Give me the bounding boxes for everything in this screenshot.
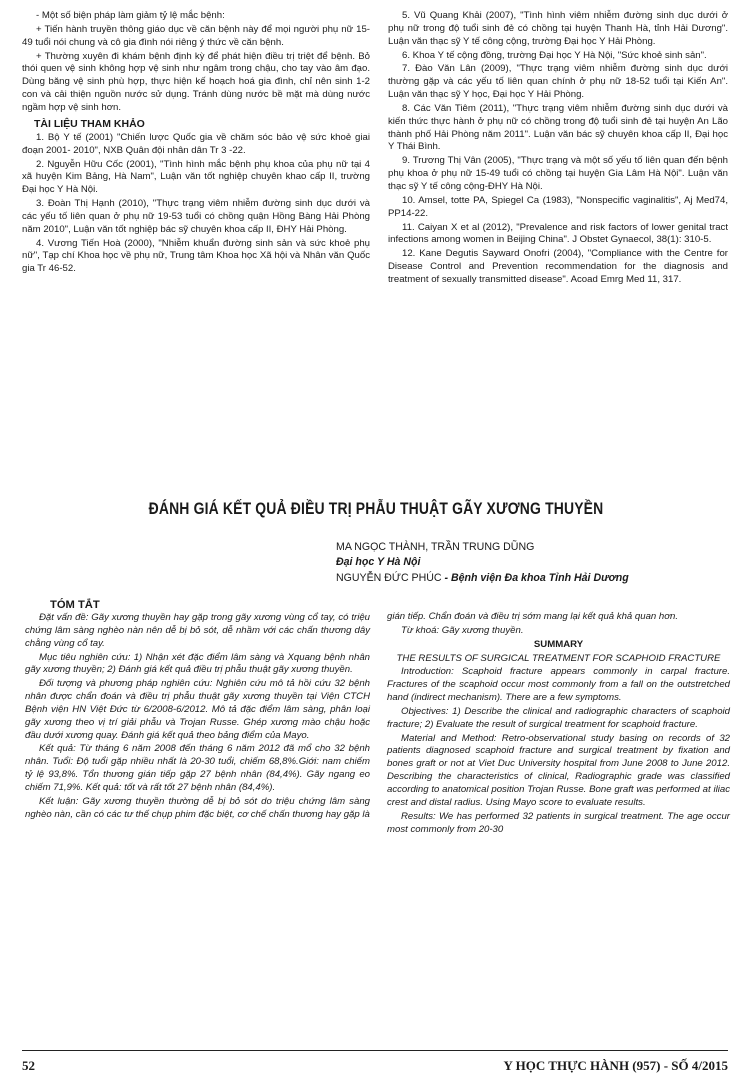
abstract-paragraph: Material and Method: Retro-observational study basing on records of 32 patients diagnosed scaphoid fracture and surgical treatment by fixation and bones graft or not at Viet Duc University hospital from June 2008 to June 2012. Describing the characteristics of clinical, Radiographic grade was classified according to anatomical position Trojan Russe. Bone graft was performed at iliac crest and distal radius. Using Mayo score to evaluate results.: [387, 732, 730, 808]
abstract-paragraph: Kết luận: Gãy xương thuyền thường dễ bị bỏ sót do triệu chứng lâm sàng nghèo nàn, cần có các tư thế chụp phim đặc biệt, cơ chế chấn thương hay gặp là: [25, 795, 370, 820]
reference-item: 3. Đoàn Thị Hạnh (2010), "Thực trạng viêm nhiễm đường sinh dục dưới và các yếu tố liên quan ở phụ nữ 19-53 tuổi có chồng quận Hồng Bàng Hải Phòng năm 2010", Luận văn tốt nghiệp bác sỹ chuyên khoa cấp II, ĐHY Hải Phòng.: [22, 198, 370, 235]
journal-issue: Y HỌC THỰC HÀNH (957) - SỐ 4/2015: [503, 1058, 728, 1073]
references-heading: TÀI LIỆU THAM KHẢO: [34, 117, 145, 130]
reference-item: 9. Trương Thị Vân (2005), "Thực trạng và một số yếu tố liên quan đến bệnh phụ khoa ở phụ nữ 15-49 tuổi có chồng tại huyện Gia Lâm Hà Nội". Luận văn thạc sỹ Y tế công cộng-ĐHY Hà Nội.: [388, 155, 728, 192]
previous-article-left-column: [22, 10, 370, 277]
author-block: [336, 540, 736, 586]
abstract-paragraph: Results: We has performed 32 patients in surgical treatment. The age occur most commonly from 20-30: [387, 810, 730, 835]
author-names-1: MA NGỌC THÀNH, TRẦN TRUNG DŨNG: [336, 541, 535, 553]
paragraph: - Một số biện pháp làm giảm tỷ lệ mắc bệnh:: [36, 10, 225, 21]
abstract-english-column: [387, 611, 730, 837]
reference-item: 7. Đào Văn Lân (2009), "Thực trạng viêm nhiễm đường sinh dục dưới thường gặp và các yếu tố liên quan chính ở phụ nữ 18-52 tuổi tại Kiến An". Luận văn thạc sỹ Y học, Đại học Y Hải Phòng.: [388, 63, 728, 101]
reference-item: 2. Nguyễn Hữu Cốc (2001), "Tình hình mắc bệnh phụ khoa của phụ nữ tại 4 xã huyện Kim Bảng, Hà Nam", Luận văn tốt nghiệp chuyên khao cấp II, trường Đại học Y Hà Nội.: [22, 158, 370, 196]
reference-item: 5. Vũ Quang Khải (2007), "Tình hình viêm nhiễm đường sinh dục dưới ở phụ nữ trong độ tuổi sinh đẻ có chồng tại huyện Thanh Hà, tỉnh Hải Dương". Luận văn thạc sỹ Y tế công cộng, trường Đại học Y Hải Phòng.: [388, 10, 728, 47]
summary-heading: SUMMARY: [533, 638, 584, 650]
keywords: Từ khoá: Gãy xương thuyền.: [401, 624, 524, 636]
author-line-2: [336, 571, 736, 586]
reference-item: 8. Các Văn Tiêm (2011), "Thực trạng viêm nhiễm đường sinh dục dưới và kiến thức thực hành ở phụ nữ có chồng trong độ tuổi sinh đẻ tại huyện An Lão thành phố Hải Phòng năm 2011". Luận văn bác sỹ chuyên khoa cấp II, Đại học Y Thái Bình.: [388, 102, 728, 153]
reference-item: 1. Bộ Y tế (2001) "Chiến lược Quốc gia về chăm sóc bảo vệ sức khoẻ giai đoạn 2001- 2010", NXB Quân đội nhân dân Tr 3 -22.: [22, 131, 370, 156]
abstract-paragraph: gián tiếp. Chẩn đoán và điều trị sớm mang lại kết quả khả quan hơn.: [387, 611, 679, 622]
reference-item: 11. Caiyan X et al (2012), "Prevalence and risk factors of lower genital tract infections among women in Beijing China". J Obstet Gynaecol, 38(1): 310-5.: [388, 221, 728, 246]
paragraph: + Tiến hành truyền thông giáo dục về căn bệnh này để mọi người phụ nữ 15-49 tuổi nói chung và cô gia đình nói riêng ý thức về căn bệnh.: [22, 23, 370, 48]
reference-item: 12. Kane Degutis Sayward Onofri (2004), "Compliance with the Centre for Disease Control and Prevention recommendation for the diagnosis and treatment of sexually transmitted disease". Acoad Emrg Med 11, 317.: [388, 248, 728, 285]
abstract-paragraph: Kết quả: Từ tháng 6 năm 2008 đến tháng 6 năm 2012 đã mổ cho 32 bệnh nhân. Tuổi: Độ tuổi gặp nhiều nhất là 20-30 tuổi, chiếm 68,8%.Giới: nam chiếm tỷ lệ 93,8%. Tổn thương gián tiếp gặp 27 bệnh nhân (84,4%). Gãy ngang eo chiếm 71,9%. Kết quả: tốt và rất tốt 27 bệnh nhân (84,4%).: [25, 743, 370, 793]
paragraph: + Thường xuyên đi khám bệnh định kỳ để phát hiện điều trị triệt để bệnh. Bỏ thói quen vệ sinh không hợp vệ sinh như ngâm trong chậu, cho tay vào âm đạo. Dùng băng vệ sinh phù hợp, thực hiện kế hoạch hoá gia đình, chỉ nên sinh 1-2 con và cải thiện nguồn nước sử dụng. Tránh dùng nước bề mặt mà dùng nước ngầm hợp vệ sinh hơn.: [22, 50, 370, 113]
page-footer: [22, 1050, 728, 1075]
abstract-heading: TÓM TẮT: [50, 599, 100, 611]
author-name-2: NGUYỄN ĐỨC PHÚC: [336, 571, 442, 584]
reference-item: 6. Khoa Y tế cộng đồng, trường Đại học Y Hà Nội, "Sức khoẻ sinh sản".: [402, 49, 707, 61]
article-title: ĐÁNH GIÁ KẾT QUẢ ĐIỀU TRỊ PHẪU THUẬT GÃY XƯƠNG THUYỀN: [148, 499, 604, 518]
page-number: 52: [22, 1058, 35, 1073]
affiliation-2: - Bệnh viện Đa khoa Tỉnh Hải Dương: [441, 571, 629, 584]
abstract-vietnamese: [25, 612, 370, 823]
abstract-paragraph: Objectives: 1) Describe the clinical and radiographic characters of scaphoid fracture; 2) Evaluate the result of surgical treatment for scaphoid fracture.: [387, 705, 730, 730]
reference-item: 4. Vương Tiến Hoà (2000), "Nhiễm khuẩn đường sinh sản và sức khoẻ phụ nữ", Tạp chí Khoa học về phụ nữ, Trung tâm Khoa học Xã hội và Nhân văn Quốc gia Tr 46-52.: [22, 237, 370, 275]
abstract-paragraph: Đối tượng và phương pháp nghiên cứu: Nghiên cứu mô tả hồi cứu 32 bệnh nhân được chẩn đoán và điều trị phẫu thuật gãy xương thuyền tại Viện CTCH Bệnh viện HN Việt Đức từ 6/2008-6/2012. Mô tả đặc điểm lâm sàng, phân loại gãy xương theo vị trí giải phẫu và Trojan Russe. Ghép xương mào chậu hoặc đầu dưới xương quay. Đánh giá kết quả theo bảng điểm của Mayo.: [25, 678, 370, 741]
affiliation-1: Đại học Y Hà Nội: [336, 556, 421, 569]
reference-item: 10. Amsel, totte PA, Spiegel Ca (1983), "Nonspecific vaginalitis", Aj Med74, PP14-22.: [388, 194, 728, 219]
previous-article-right-column: [388, 10, 728, 288]
abstract-paragraph: Đặt vấn đề: Gãy xương thuyền hay gặp trong gãy xương vùng cổ tay, có triệu chứng lâm sàng nghèo nàn nên dễ bị bỏ sót, dễ nhầm với các chấn thương dây chằng vùng cổ tay.: [25, 612, 370, 649]
abstract-paragraph: Introduction: Scaphoid fracture appears commonly in carpal fracture. Fractures of the scaphoid occur most commonly from a fall on the outstretched hand (indirect mechanism). There are a few symptoms.: [387, 666, 730, 704]
english-title: THE RESULTS OF SURGICAL TREATMENT FOR SCAPHOID FRACTURE: [396, 652, 721, 664]
abstract-paragraph: Mục tiêu nghiên cứu: 1) Nhận xét đặc điểm lâm sàng và Xquang bệnh nhân gãy xương thuyền; 2) Đánh giá kết quả điều trị phẫu thuật gãy xương thuyền.: [25, 651, 370, 676]
